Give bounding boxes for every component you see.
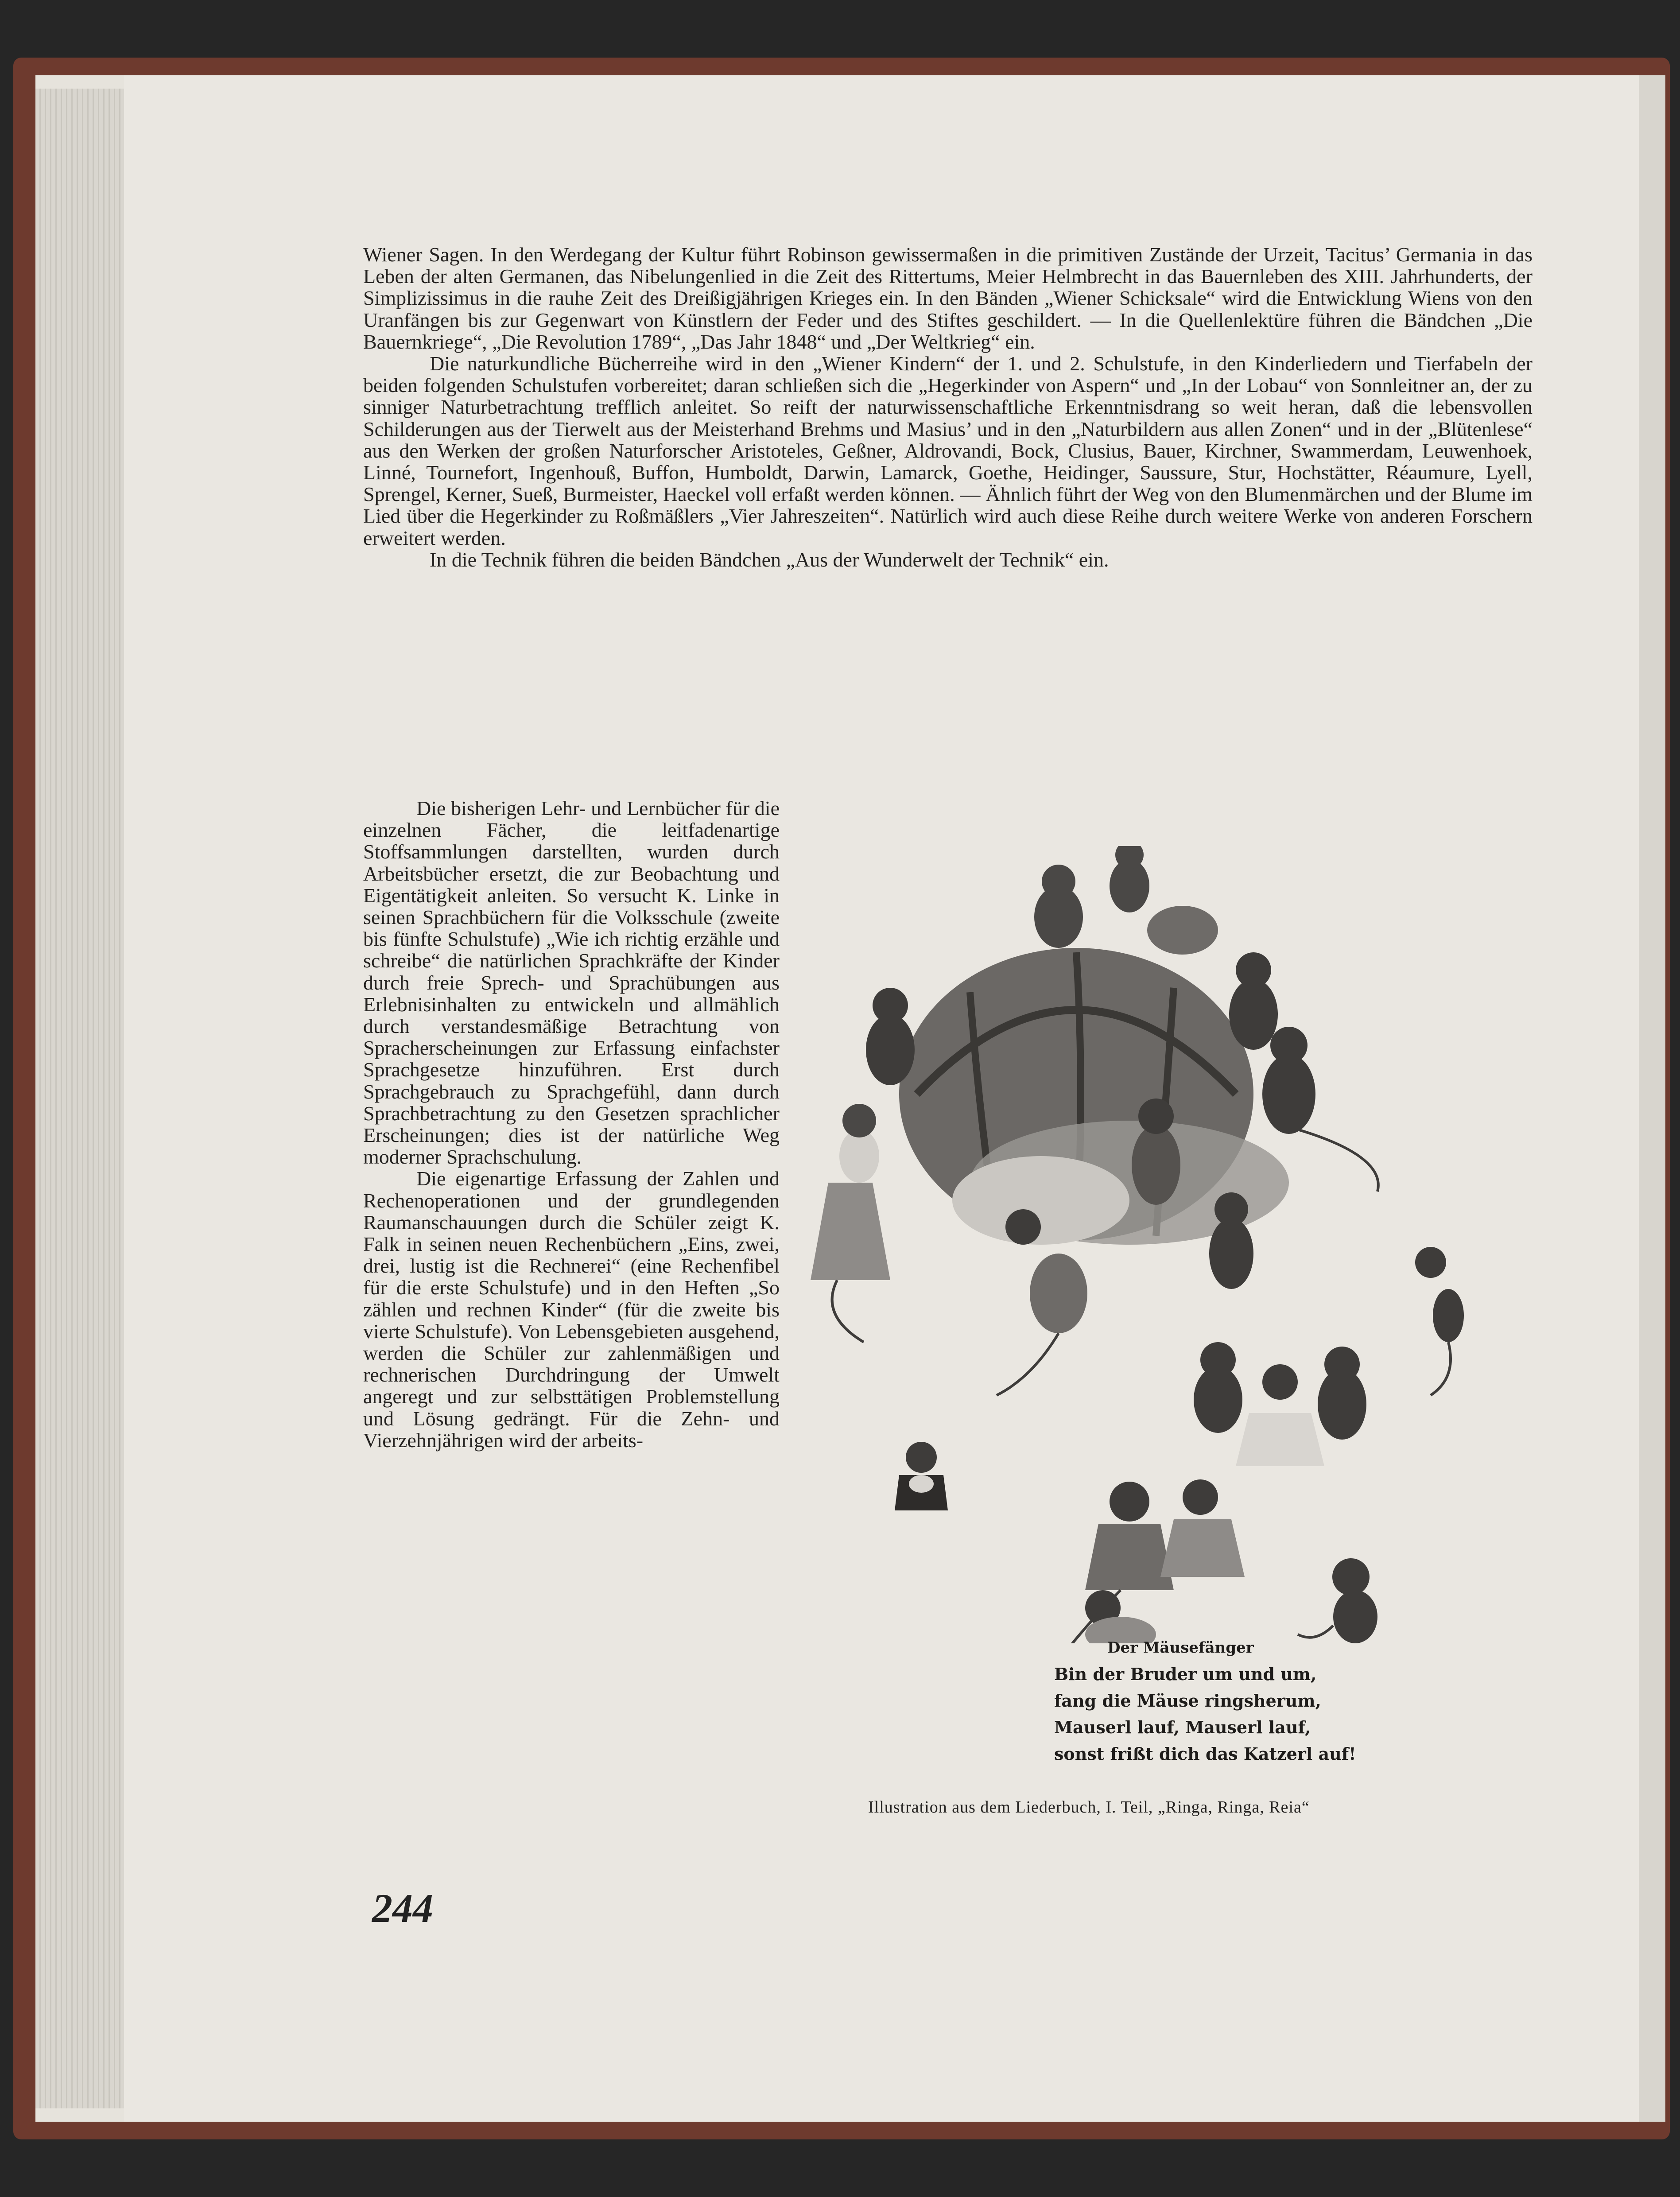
right-page-edge bbox=[1639, 75, 1665, 2122]
paragraph-technology: In die Technik führen die beiden Bändchen „Aus der Wunderwelt der Technik“ ein. bbox=[430, 548, 1109, 571]
paragraph-arithmetic: Die eigenartige Erfassung der Zahlen und Rechenoperationen und der grundlegenden Raumanschauungen durch die Schüler zeigt K. Falk in seinen neuen Rechenbüchern „Eins, zwei, drei, lustig ist die Rechnerei“ (eine Rechenfibel für die erste Schulstufe) und in den Heften „So zählen und rechnen Kinder“ (für die zweite bis vierte Schulstufe). Von Lebensgebieten ausgehend, werden die Schüler zur zahlenmäßigen und rechnerischen Durchdringung der Umwelt angeregt und zur selbsttätigen Problemstellung und Lösung gedrängt. Für die Zehn- und Vierzehnjährigen wird der arbeits- bbox=[363, 1167, 780, 1452]
mouse-ring bbox=[1085, 1342, 1377, 1643]
song-line: sonst frißt dich das Katzerl auf! bbox=[1054, 1744, 1356, 1764]
mouse-small-left bbox=[895, 1442, 948, 1510]
song-title: Der Mäusefänger bbox=[1107, 1639, 1254, 1657]
paragraph-workbooks: Die bisherigen Lehr- und Lernbücher für die einzelnen Fächer, die leitfadenartige Stoffsammlungen darstellten, wurden durch Arbeitsbücher ersetzt, die zur Beobachtung und Eigentätigkeit anleiten. So versucht K. Linke in seinen Sprachbüchern für die Volksschule (zweite bis fünfte Schulstufe) „Wie ich richtig erzähle und schreibe“ die natürlichen Sprachkräfte der Kinder durch freie Sprech- und Sprachübungen aus Erlebnisinhalten zu entwickeln und allmählich durch verstandesmäßige Betrachtung von Spracherscheinungen zur Erfassung einfachster Sprachgesetze hinzuführen. Erst durch Sprachgebrauch zu Sprachgefühl, dann durch Sprachbetrachtung zu den Gesetzen sprachlicher Erscheinungen; dies ist der natürliche Weg moderner Sprachschulung. bbox=[363, 797, 780, 1168]
song-line: Bin der Bruder um und um, bbox=[1054, 1664, 1317, 1684]
main-text-block bbox=[363, 244, 1533, 571]
paragraph-culture: Wiener Sagen. In den Werdegang der Kultur führt Robinson gewissermaßen in die primitiven Zustände der Urzeit, Tacitus’ Germania in das Leben der alten Germanen, das Nibelungenlied in die Zeit des Rittertums, Meier Helmbrecht in das Bauernleben des XIII. Jahrhunderts, der Simplizissimus in die rauhe Zeit des Dreißigjährigen Krieges ein. In den Bänden „Wiener Schicksale“ wird die Entwicklung Wiens von den Uranfängen bis zur Gegenwart von Künstlern der Feder und des Stiftes geschildert. — In die Quellenlektüre führen die Bändchen „Die Bauernkriege“, „Die Revolution 1789“, „Das Jahr 1848“ und „Der Weltkrieg“ ein. bbox=[363, 243, 1533, 353]
page-number: 244 bbox=[372, 1886, 433, 1931]
song-line: fang die Mäuse ringsherum, bbox=[1054, 1691, 1321, 1711]
column-text-block bbox=[363, 797, 780, 1451]
song-line: Mauserl lauf, Mauserl lauf, bbox=[1054, 1717, 1311, 1737]
illustration-credit: Illustration aus dem Liederbuch, I. Teil, „Ringa, Ringa, Reia“ bbox=[868, 1798, 1310, 1817]
mice-illustration bbox=[811, 846, 1466, 1643]
stacked-page-edges bbox=[35, 89, 124, 2108]
paragraph-nature-books: Die naturkundliche Bücherreihe wird in den „Wiener Kindern“ der 1. und 2. Schulstufe, in den Kinderliedern und Tierfabeln der beiden folgenden Schulstufen vorbereitet; daran schließen sich die „Hegerkinder von Aspern“ und „In der Lobau“ von Sonnleitner an, der zu sinniger Naturbetrachtung trefflich anleitet. So reift der naturwissenschaftliche Erkenntnisdrang so weit heran, daß die lebensvollen Schilderungen aus der Tierwelt aus der Meisterhand Brehms und Masius’ und in den „Naturbildern aus allen Zonen“ und in der „Blütenlese“ aus den Werken der großen Naturforscher Aristoteles, Geßner, Aldrovandi, Bock, Clusius, Bauer, Kirchner, Swammerdam, Leuwenhoek, Linné, Tournefort, Ingenhouß, Buffon, Humboldt, Darwin, Lamarck, Goethe, Heidinger, Saussure, Stur, Hochstätter, Réaumure, Lyell, Sprengel, Kerner, Sueß, Burmeister, Haeckel voll erfaßt werden können. — Ähnlich führt der Weg von den Blumenmärchen und der Blume im Lied über die Hegerkinder zu Roßmäßlers „Vier Jahreszeiten“. Natürlich wird auch diese Reihe durch weitere Werke von anderen Forschern erweitert werden. bbox=[363, 352, 1533, 549]
mouse-top bbox=[1034, 846, 1218, 955]
mouse-girl-left bbox=[811, 1104, 890, 1280]
song-caption bbox=[1054, 1639, 1364, 1767]
